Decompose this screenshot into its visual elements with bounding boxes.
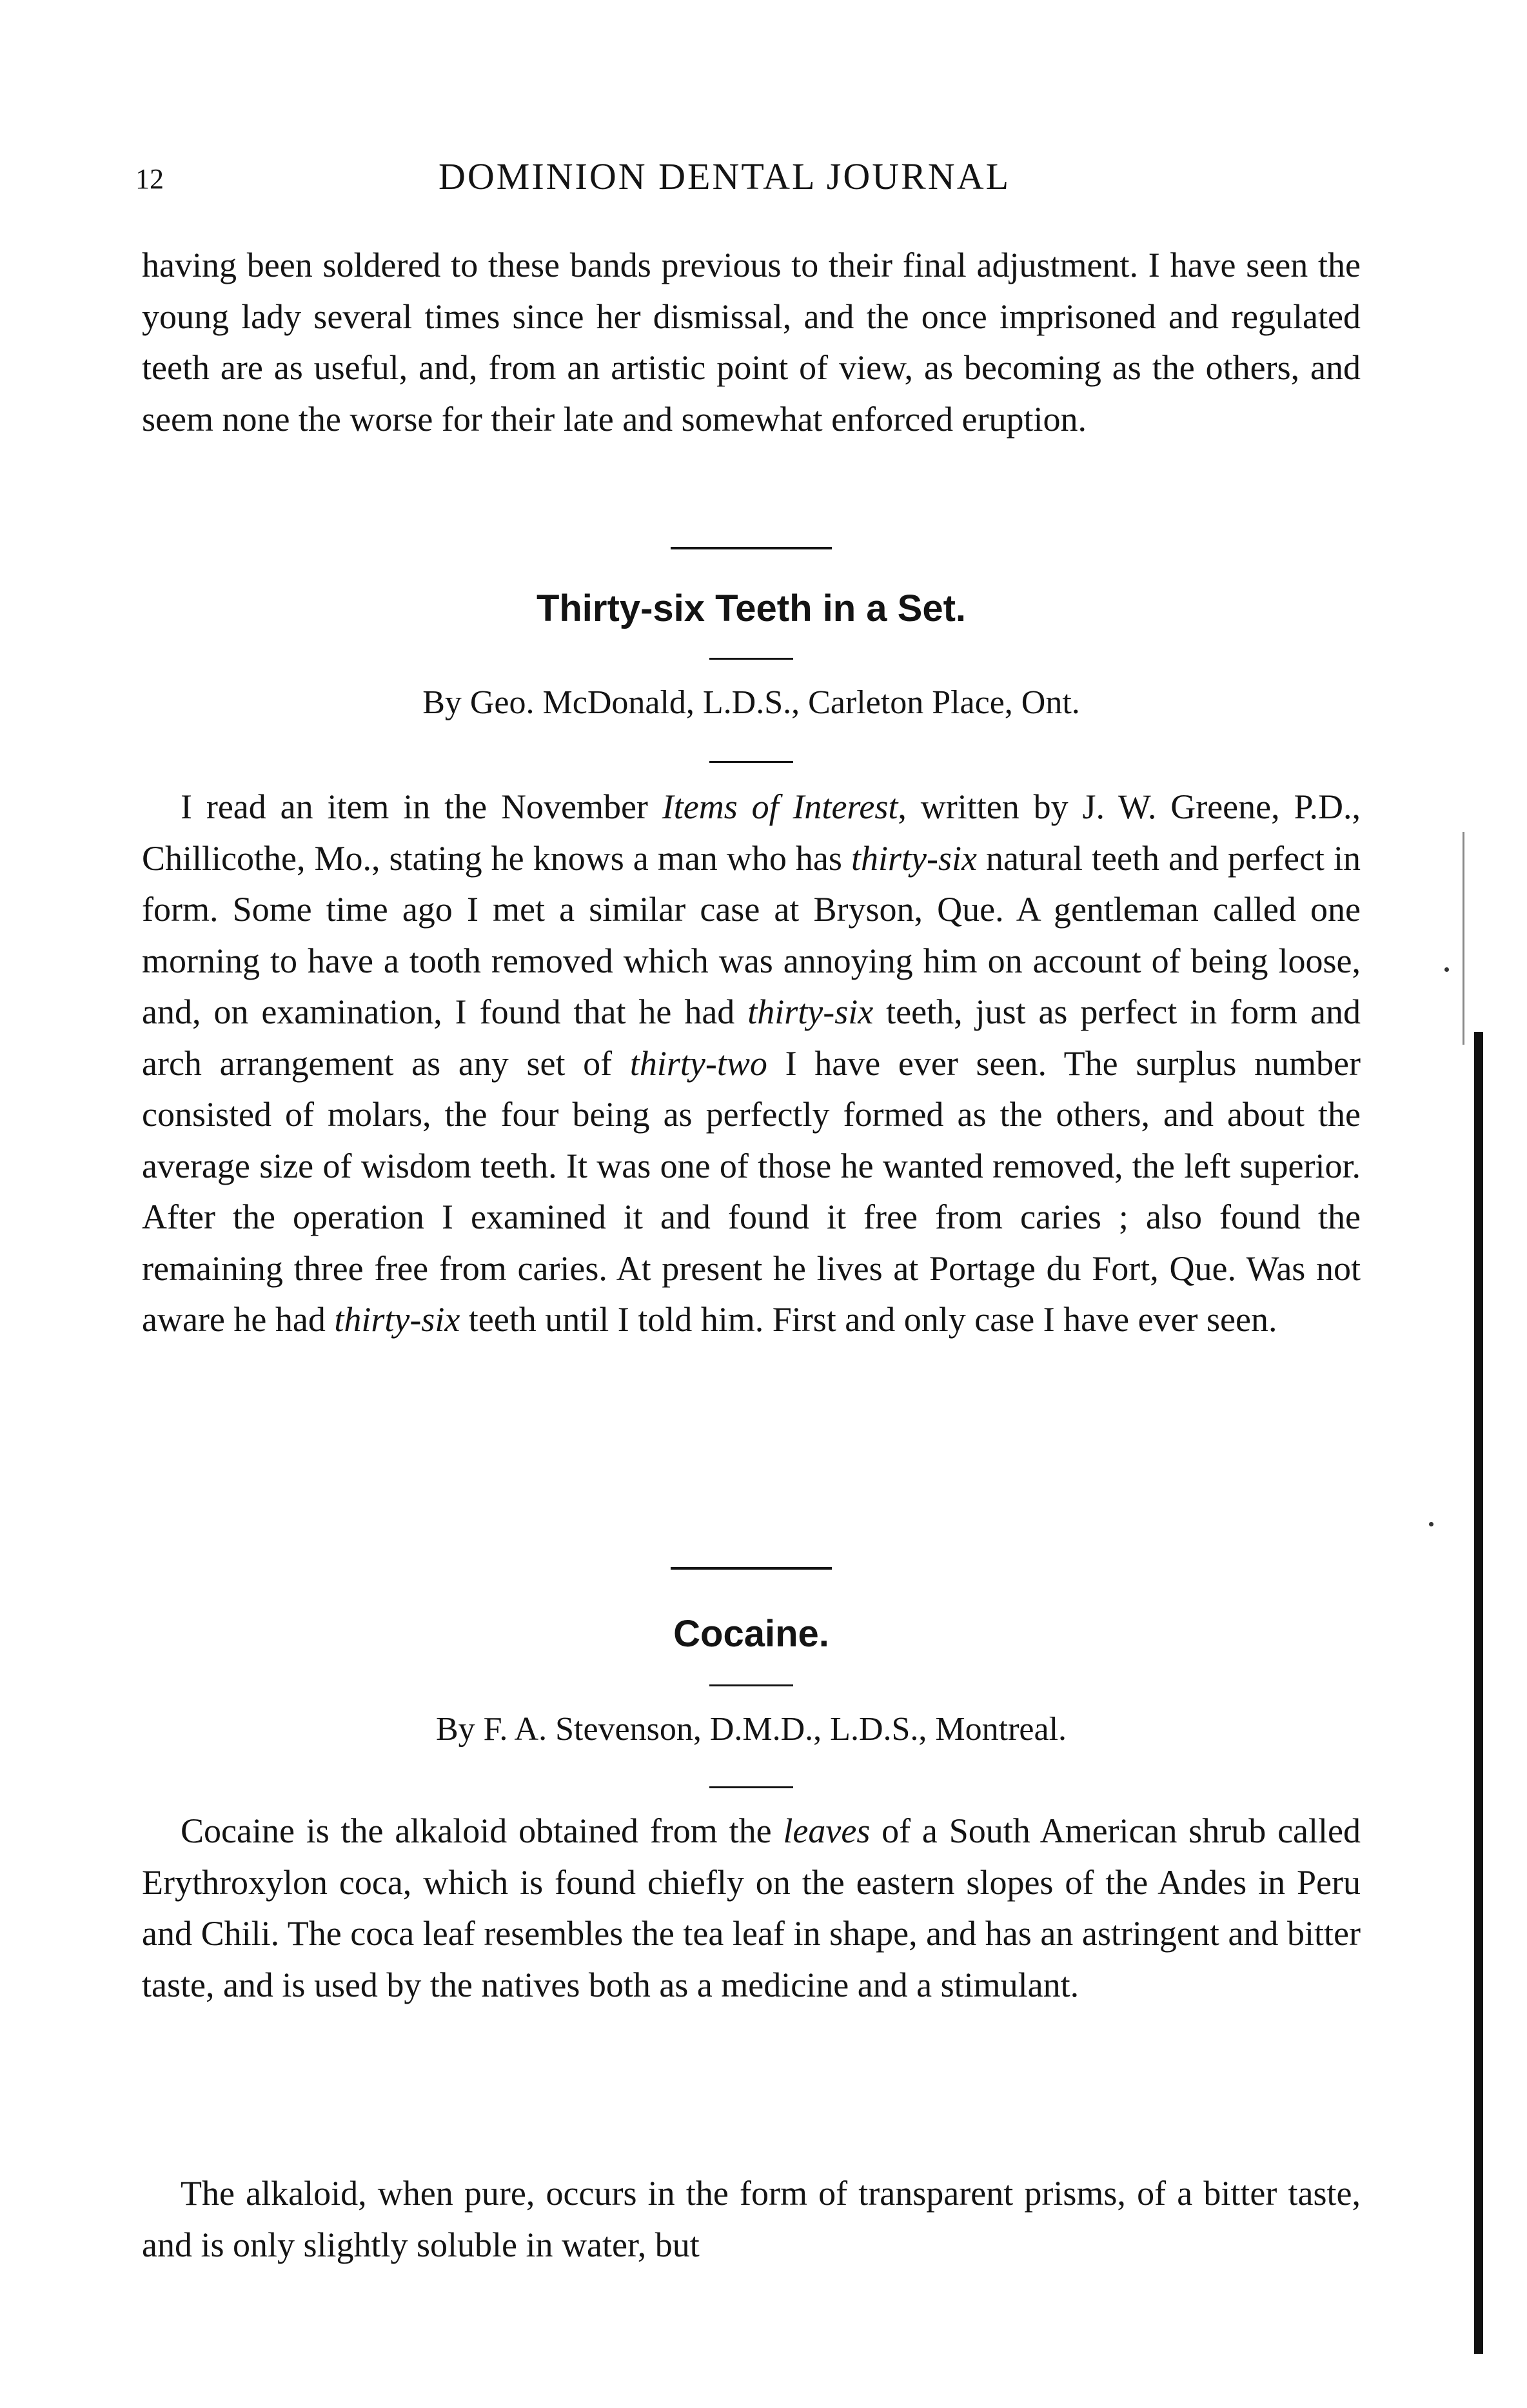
- body-text-segment: of a South American shrub called Erythroxylon coca, which is found chiefly on the eastern slopes of the Andes in Peru and Chili. The coca leaf resembles the tea leaf in shape, and has an astringent and bitter taste, and is used by the natives both as a medicine and a stimulant.: [142, 1811, 1361, 2004]
- article-byline: By Geo. McDonald, L.D.S., Carleton Place, Ont.: [422, 684, 1080, 721]
- emphasis-italic: leaves: [783, 1811, 871, 1850]
- body-text-segment: teeth, just as perfect in form and arch arrangement as any set of: [142, 992, 1361, 1083]
- article-body: [142, 1806, 1361, 2011]
- running-head: DOMINION DENTAL JOURNAL: [438, 155, 1011, 197]
- title-rule: [709, 658, 793, 660]
- title-rule: [709, 1684, 793, 1686]
- emphasis-italic: thirty-six: [851, 838, 977, 878]
- page-number: 12: [135, 163, 164, 195]
- article-title: Thirty-six Teeth in a Set.: [536, 587, 967, 629]
- scan-speck: [1444, 967, 1449, 972]
- section-divider: [671, 1567, 832, 1570]
- emphasis-italic: thirty-six: [747, 992, 874, 1031]
- scan-speck: [1429, 1522, 1433, 1526]
- page-header: [135, 155, 1361, 206]
- body-text-segment: Cocaine is the alkaloid obtained from the: [181, 1811, 783, 1850]
- byline-rule: [709, 761, 793, 763]
- article-title: Cocaine.: [673, 1613, 829, 1655]
- byline-rule: [709, 1786, 793, 1788]
- article-byline: By F. A. Stevenson, D.M.D., L.D.S., Montreal.: [435, 1711, 1067, 1748]
- scan-edge-bar: [1474, 1032, 1483, 2354]
- emphasis-italic: thirty-two: [629, 1043, 767, 1083]
- article-body-paragraph: The alkaloid, when pure, occurs in the form of transparent prisms, of a bitter taste, and is only slightly soluble in water, but: [142, 2174, 1361, 2264]
- body-text-segment: , written by J. W. Greene, P.D., Chillicothe, Mo., stating he knows a man who has: [142, 787, 1361, 878]
- body-text-segment: I have ever seen. The surplus number consisted of molars, the four being as perfectly formed as the others, and about the average size of wisdom teeth. It was one of those he wanted removed, the left superior. After the operation I examined it and found it free from caries ; also found the remaining three free from caries. At present he lives at Portage du Fort, Que. Was not aware he had: [142, 1043, 1361, 1339]
- body-text-segment: I read an item in the November: [181, 787, 662, 826]
- article-body: [142, 782, 1361, 1346]
- emphasis-italic: thirty-six: [334, 1300, 460, 1339]
- section-divider: [671, 547, 832, 549]
- continuation-paragraph: having been soldered to these bands previous to their final adjustment. I have seen the young lady several times since her dismissal, and the once imprisoned and regulated teeth are as useful, and, from an artistic point of view, as becoming as the others, and seem none the worse for their late and somewhat enforced eruption.: [142, 246, 1361, 439]
- body-text-segment: natural teeth and perfect in form. Some time ago I met a similar case at Bryson, Que. A gentleman called one morning to have a tooth removed which was annoying him on account of being loose, and, on examination, I found that he had: [142, 838, 1361, 1031]
- body-text-segment: teeth until I told him. First and only case I have ever seen.: [460, 1300, 1277, 1339]
- journal-title-italic: Items of Interest: [662, 787, 898, 826]
- scan-edge-line: [1463, 832, 1464, 1045]
